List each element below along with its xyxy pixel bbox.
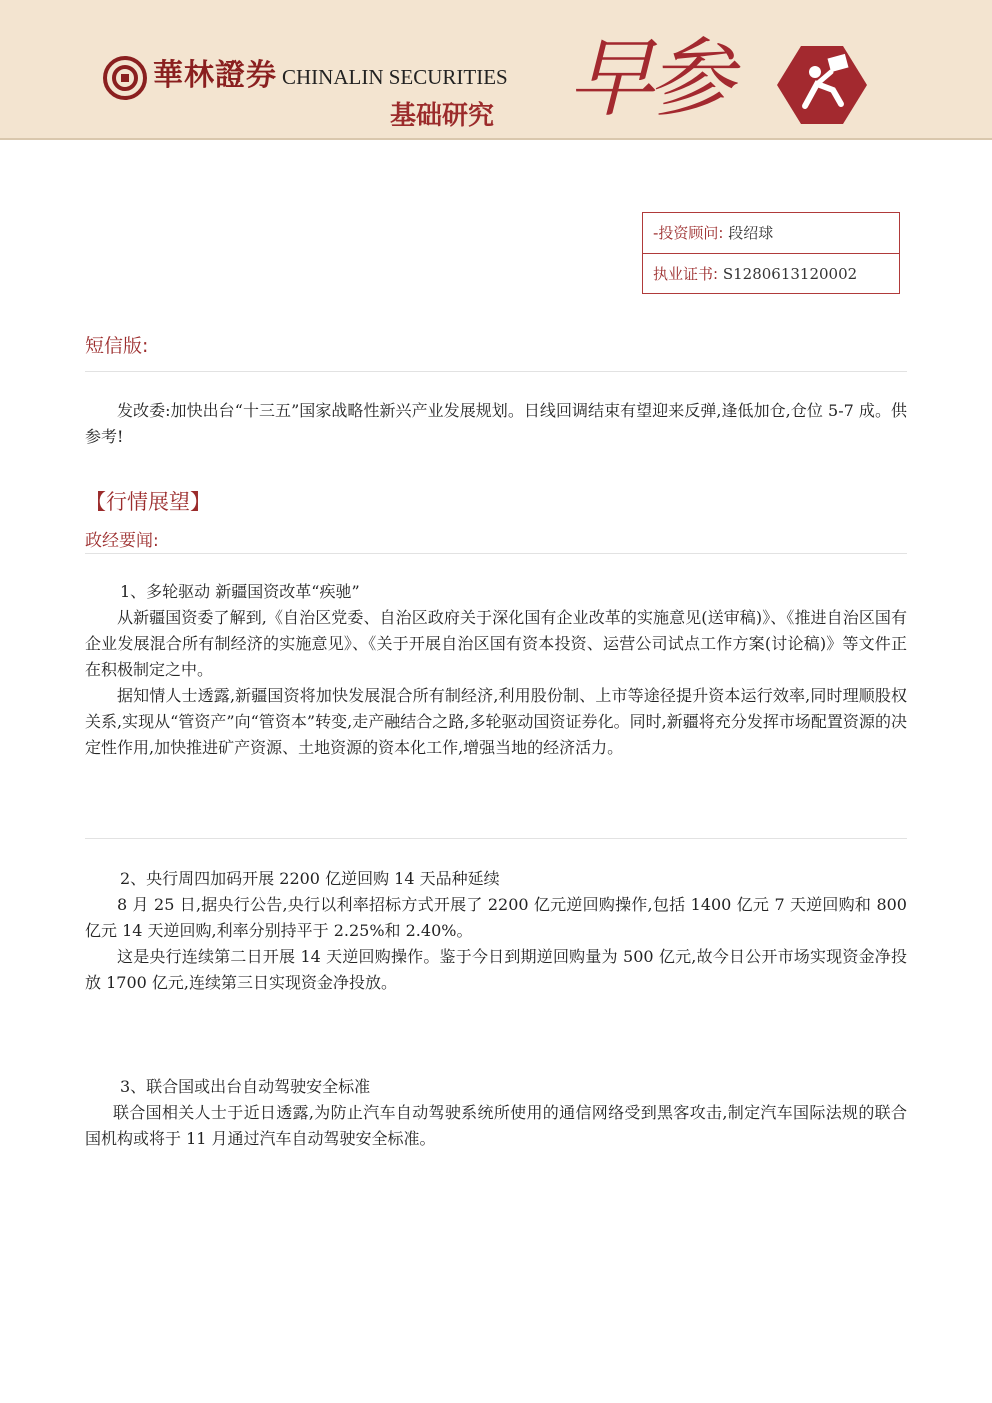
news-sub-heading: 政经要闻: — [85, 531, 159, 551]
sms-text: 发改委:加快出台“十三五”国家战略性新兴产业发展规划。日线回调结束有望迎来反弹,逢低加仓,仓位 5-7 成。供参考! — [85, 401, 907, 446]
company-name-cn: 華林證券 — [153, 58, 277, 93]
company-name-en: CHINALIN SECURITIES — [282, 65, 508, 89]
company-logo-icon — [103, 56, 147, 100]
outlook-heading: 【行情展望】 — [85, 490, 211, 514]
news-paragraph: 据知情人士透露,新疆国资将加快发展混合所有制经济,利用股份制、上市等途径提升资本运行效率,同时理顺股权关系,实现从“管资产”向“管资本”转变,走产融结合之路,多轮驱动国资证券化。同时,新疆将充分发挥市场配置资源的决定性作用,加快推进矿产资源、土地资源的资本化工作,增强当地的经济活力。 — [85, 686, 907, 757]
news-paragraph: 从新疆国资委了解到,《自治区党委、自治区政府关于深化国有企业改革的实施意见(送审稿)》、《推进自治区国有企业发展混合所有制经济的实施意见》、《关于开展自治区国有资本投资、运营公司试点工作方案(讨论稿)》等文件正在积极制定之中。 — [85, 608, 907, 679]
advisor-row — [643, 213, 899, 253]
divider — [85, 371, 907, 372]
news-paragraph: 这是央行连续第二日开展 14 天逆回购操作。鉴于今日到期逆回购量为 500 亿元,故今日公开市场实现资金净投放 1700 亿元,连续第三日实现资金净投放。 — [85, 947, 907, 992]
certificate-number: S1280613120002 — [722, 265, 858, 283]
department-title: 基础研究 — [390, 101, 495, 131]
news-item-title: 1、多轮驱动 新疆国资改革“疾驰” — [120, 582, 360, 601]
advisor-name: 段绍球 — [728, 224, 774, 242]
advisor-info-box — [642, 212, 900, 294]
certificate-row — [643, 253, 899, 294]
divider — [85, 553, 907, 554]
report-header — [0, 0, 992, 140]
certificate-label: 执业证书: — [653, 265, 719, 283]
divider — [85, 838, 907, 839]
report-title: 早参 — [568, 29, 728, 129]
news-paragraph: 8 月 25 日,据央行公告,央行以利率招标方式开展了 2200 亿元逆回购操作,包括 1400 亿元 7 天逆回购和 800 亿元 14 天逆回购,利率分别持平于 2.25%和 2.40%。 — [85, 895, 907, 940]
advisor-label: -投资顾问: — [653, 224, 724, 242]
sms-heading: 短信版: — [85, 335, 149, 357]
news-item-title: 2、央行周四加码开展 2200 亿逆回购 14 天品种延续 — [120, 869, 500, 888]
news-item-title: 3、联合国或出台自动驾驶安全标准 — [120, 1077, 371, 1096]
runner-emblem-icon — [775, 44, 869, 126]
news-paragraph: 联合国相关人士于近日透露,为防止汽车自动驾驶系统所使用的通信网络受到黑客攻击,制定汽车国际法规的联合国机构或将于 11 月通过汽车自动驾驶安全标准。 — [85, 1103, 907, 1148]
